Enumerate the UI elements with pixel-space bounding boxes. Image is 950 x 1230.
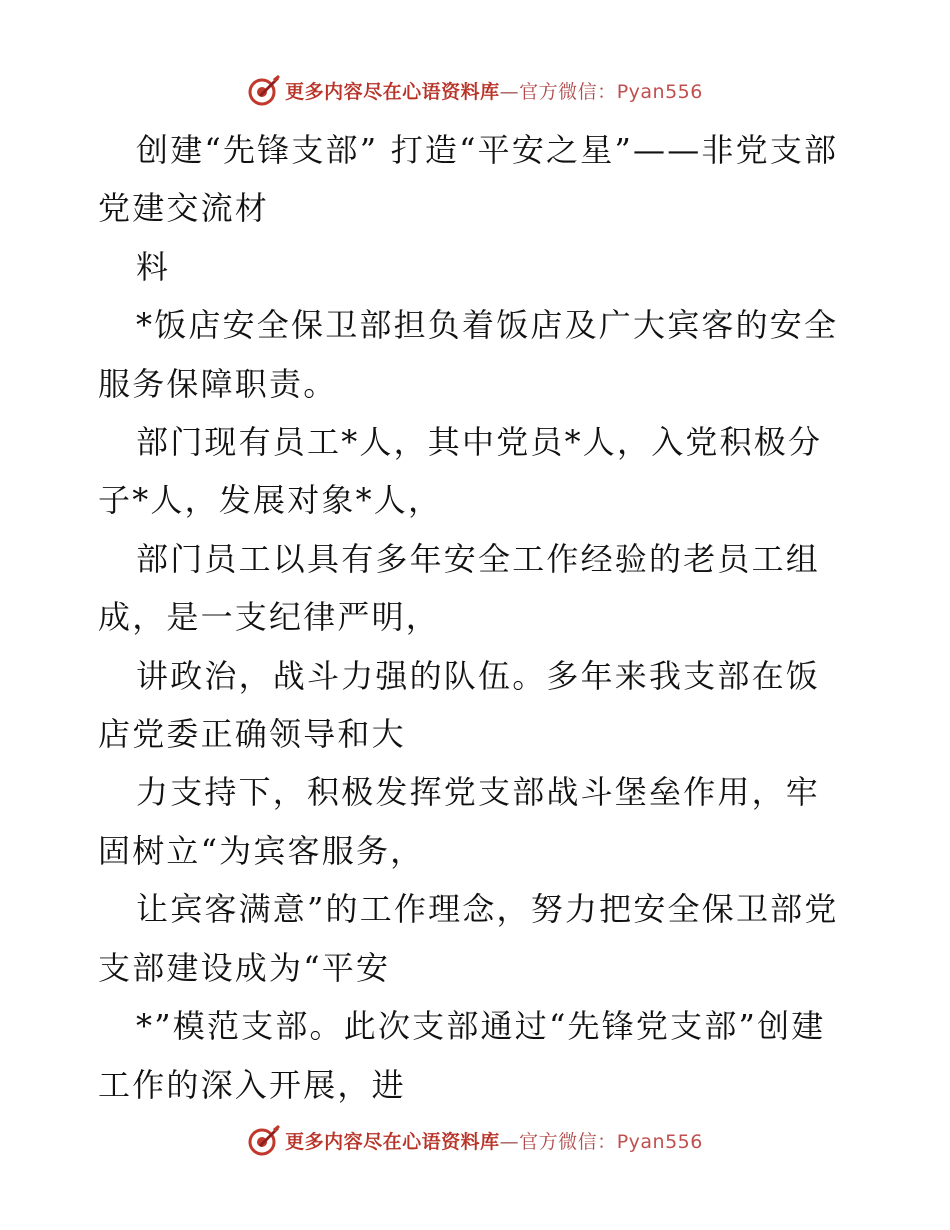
- footer-banner-text: [285, 1127, 703, 1154]
- title-line-1: 创建“先锋支部” 打造“平安之星”——非党: [136, 131, 770, 169]
- banner-separator: —: [499, 80, 520, 103]
- quill-pen-logo-icon: [247, 73, 281, 107]
- banner-wechat-label: 官方微信：: [519, 1130, 617, 1153]
- paragraph-7: *”模范支部。此次支部通过“先锋党支部”创建工作的深入开展，进: [98, 1007, 826, 1104]
- paragraph-4: 讲政治，战斗力强的队伍。多年来我支部在饭店党委正确领导和大: [98, 656, 821, 754]
- document-title: [98, 121, 850, 238]
- title-line-3: 料: [136, 247, 171, 286]
- paragraph-1: *饭店安全保卫部担负着饭店及广大宾客的安全服务保障职责。: [98, 306, 839, 403]
- banner-lead-text: 更多内容尽在心语资料库: [285, 1130, 500, 1153]
- footer-banner: [0, 1120, 950, 1160]
- header-banner-text: [285, 77, 703, 104]
- document-body: [98, 121, 850, 1114]
- paragraph-2: 部门现有员工*人，其中党员*人，入党积极分子*人，发展对象*人，: [98, 423, 823, 520]
- banner-lead-text: 更多内容尽在心语资料库: [285, 80, 500, 103]
- banner-wechat-id: Pyan556: [616, 80, 703, 103]
- banner-wechat-id: Pyan556: [616, 1130, 703, 1153]
- paragraph-3: 部门员工以具有多年安全工作经验的老员工组成，是一支纪律严明，: [98, 539, 821, 637]
- paragraph-6: 让宾客满意”的工作理念，努力把安全保卫部党支部建设成为“平安: [98, 890, 839, 987]
- banner-separator: —: [499, 1130, 520, 1153]
- quill-pen-logo-icon: [247, 1123, 281, 1157]
- banner-wechat-label: 官方微信：: [519, 80, 617, 103]
- title-line-2: 支部党建交流材: [98, 131, 839, 228]
- header-banner: [0, 70, 950, 110]
- paragraph-5: 力支持下，积极发挥党支部战斗堡垒作用，牢固树立“为宾客服务，: [98, 773, 821, 870]
